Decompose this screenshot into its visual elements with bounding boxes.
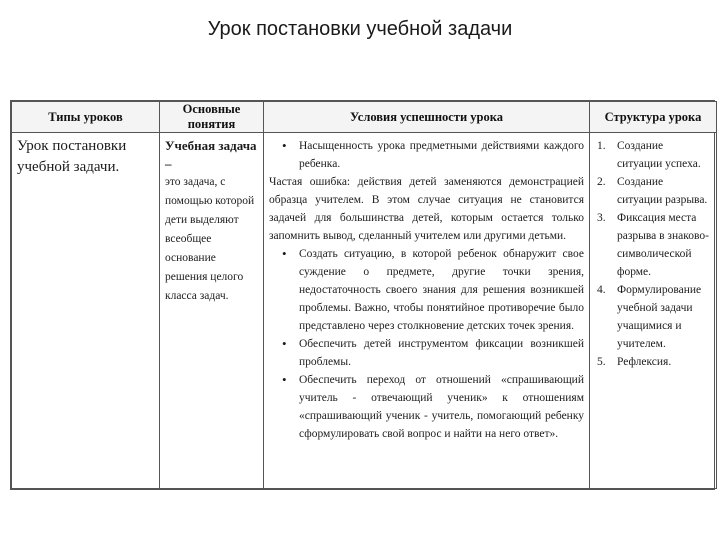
step-number: 5.: [597, 356, 606, 368]
structure-step: [595, 353, 711, 371]
lesson-type-text: Урок постановки учебной задачи.: [17, 138, 127, 175]
step-text: Создание ситуации успеха.: [617, 140, 701, 170]
condition-item: • Обеспечить переход от отношений «спрашивающий учитель - отвечающий ученик» к отношениям «спрашивающий ученик - учитель, помогающий ребенку сформулировать свой вопрос и найти на него ответ».: [269, 371, 584, 443]
step-text: Создание ситуации разрыва.: [617, 176, 708, 206]
lesson-type-cell: [12, 133, 160, 489]
page-title: Урок постановки учебной задачи: [207, 18, 513, 40]
condition-item: • Насыщенность урока предметными действиями каждого ребенка.: [269, 137, 584, 173]
header-success-conditions: Условия успешности урока: [264, 102, 590, 133]
step-text: Рефлексия.: [617, 356, 672, 368]
step-number: 2.: [597, 176, 606, 188]
lesson-table: [10, 100, 715, 490]
step-text: Фиксация места разрыва в знаково-символической форме.: [617, 212, 709, 278]
structure-step: [595, 137, 711, 173]
conditions-list: [269, 137, 584, 173]
concept-term: Учебная задача –: [165, 138, 257, 171]
structure-cell: [590, 133, 717, 489]
concept-definition: это задача, с помощью которой дети выделяют всеобщее основание решения целого класса задач.: [165, 176, 255, 302]
table-header-row: [12, 102, 717, 133]
condition-item: • Обеспечить детей инструментом фиксации возникшей проблемы.: [269, 335, 584, 371]
conditions-cell: [264, 133, 590, 489]
structure-step: [595, 209, 711, 281]
structure-step: [595, 173, 711, 209]
table-row: [12, 133, 717, 489]
step-number: 4.: [597, 284, 606, 296]
condition-item: • Создать ситуацию, в которой ребенок обнаружит свое суждение о предмете, другие точки зрения, недостаточность своего знания для решения возникшей проблемы. Важно, чтобы понятийное противоречие было представлено через столкновение детских точек зрения.: [269, 245, 584, 335]
header-lesson-structure: Структура урока: [590, 102, 717, 133]
concept-cell: [160, 133, 264, 489]
structure-step: [595, 281, 711, 353]
step-text: Формулирование учебной задачи учащимися и учителем.: [617, 284, 702, 350]
header-lesson-types: Типы уроков: [12, 102, 160, 133]
step-number: 3.: [597, 212, 606, 224]
header-key-concepts: Основные понятия: [160, 102, 264, 133]
structure-list: [595, 137, 711, 371]
condition-note: Частая ошибка: действия детей заменяются демонстрацией образца учителем. В этом случае ситуация не становится задачей для большинства детей, которым остается только запомнить вывод, сделанный учителем или другими детьми.: [269, 176, 584, 242]
step-number: 1.: [597, 140, 606, 152]
